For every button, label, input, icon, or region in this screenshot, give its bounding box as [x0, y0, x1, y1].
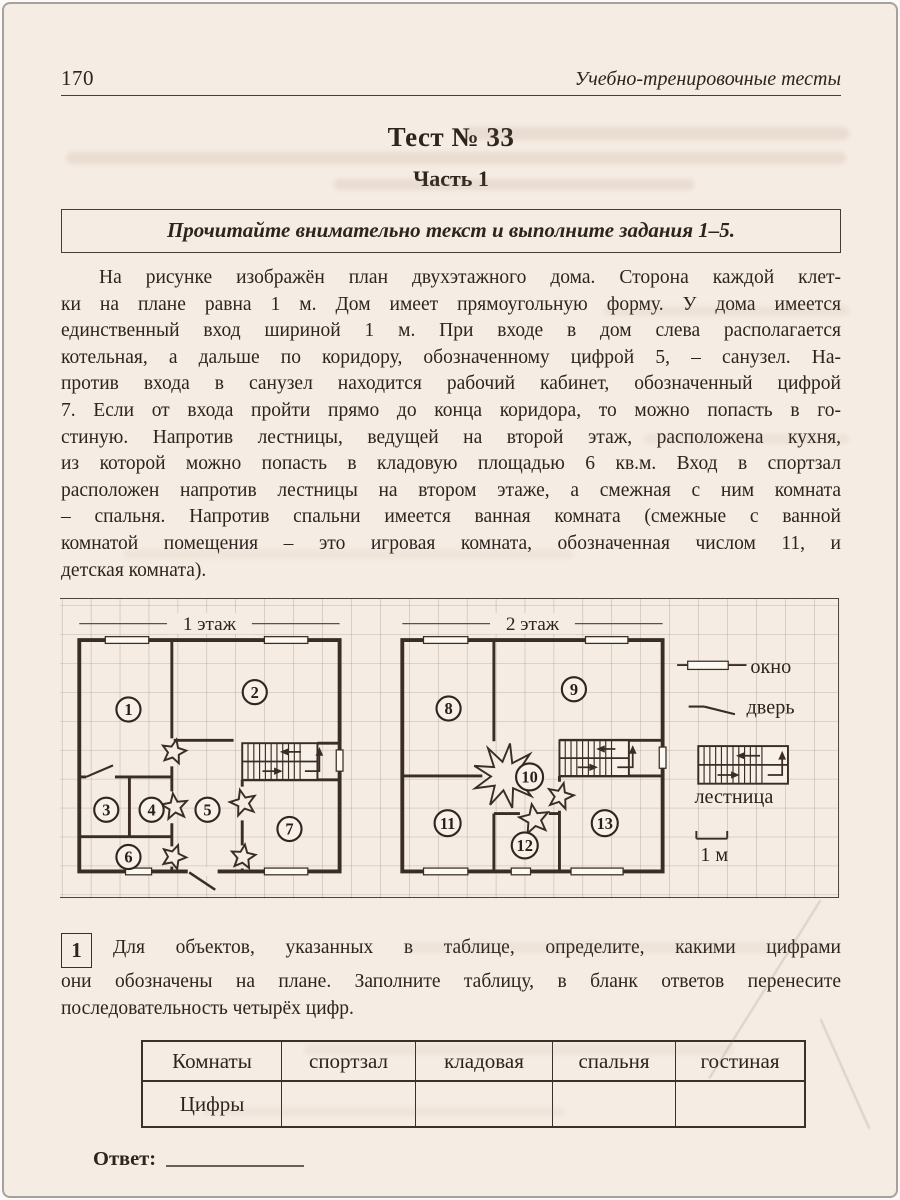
legend-stairs-label: лестница [694, 786, 774, 809]
ghost-smudge [304, 1044, 734, 1055]
room-4 [140, 798, 164, 822]
svg-text:13: 13 [596, 814, 613, 834]
svg-text:3: 3 [102, 800, 111, 820]
intro-line: комнатой помещения – это игровая комната, обозначенная числом 11, и [61, 532, 841, 554]
stairs-icon-floor2 [559, 740, 636, 776]
room-1 [116, 698, 140, 722]
svg-text:5: 5 [203, 800, 212, 820]
book-page [2, 2, 898, 1198]
page-number: 170 [61, 66, 94, 90]
part-title: Часть 1 [413, 166, 489, 191]
ghost-smudge [644, 434, 849, 444]
svg-text:7: 7 [285, 819, 294, 839]
table-header-cell: кладовая [416, 1041, 553, 1081]
svg-text:11: 11 [439, 814, 456, 834]
ghost-smudge [334, 179, 694, 190]
intro-line: – спальня. Напротив спальни имеется ванная комната (смежные с ванной [61, 506, 841, 528]
stairs-icon-floor1 [242, 743, 323, 780]
ghost-smudge [124, 549, 574, 559]
intro-line: расположен напротив лестницы на втором этаже, а смежная с ним комната [61, 479, 841, 501]
legend-door-label: дверь [746, 696, 795, 719]
table-data-row [142, 1081, 805, 1127]
running-header: Учебно-тренировочные тесты [574, 68, 841, 90]
room-5 [195, 798, 219, 822]
floor-plan-svg [60, 591, 841, 906]
task-number-box: 1 [61, 933, 92, 968]
room-9 [562, 677, 586, 701]
svg-text:2 этаж: 2 этаж [505, 614, 560, 636]
floor-plan-figure [60, 591, 841, 911]
answer-row [93, 1148, 841, 1171]
ghost-smudge [204, 1107, 564, 1116]
room-6 [116, 845, 140, 869]
room-8 [437, 697, 461, 721]
intro-line: против входа в санузел находится рабочий кабинет, обозначенный цифрой [61, 373, 841, 395]
task-line: Для объектов, указанных в таблице, определите, какими цифрами [113, 937, 841, 959]
svg-text:1 этаж: 1 этаж [182, 614, 237, 636]
intro-line: из которой можно попасть в кладовую площадью 6 кв.м. Вход в спортзал [61, 453, 841, 475]
intro-line: ки на плане равна 1 м. Дом имеет прямоугольную форму. У дома имеется [61, 293, 841, 315]
svg-text:10: 10 [521, 767, 538, 787]
answer-cell[interactable] [416, 1081, 553, 1127]
room-12 [512, 833, 538, 859]
table-header-cell: Комнаты [142, 1041, 282, 1081]
intro-line: стиную. Напротив лестницы, ведущей на второй этаж, расположена кухня, [61, 426, 841, 448]
intro-line: детская комната). [61, 559, 207, 581]
test-title: Тест № 33 [387, 122, 515, 152]
svg-text:6: 6 [124, 847, 133, 867]
header-rule [61, 95, 841, 96]
intro-line: единственный вход шириной 1 м. При входе в дом слева располагается [61, 320, 841, 342]
table-header-cell: гостиная [676, 1041, 806, 1081]
ghost-smudge [404, 942, 824, 953]
room-11 [435, 810, 461, 836]
instruction-text: Прочитайте внимательно текст и выполните задания 1–5. [166, 218, 736, 242]
task-line: последовательность четырёх цифр. [61, 998, 354, 1020]
legend-window-label: окно [750, 655, 792, 678]
intro-line: котельная, а дальше по коридору, обозначенному цифрой 5, – санузел. На- [61, 346, 841, 368]
legend-scale-label: 1 м [700, 843, 729, 866]
intro-line: На рисунке изображён план двухэтажного дома. Сторона каждой клет- [99, 267, 841, 288]
ghost-smudge [604, 306, 849, 316]
answer-cell[interactable] [282, 1081, 416, 1127]
room-2 [243, 680, 267, 704]
svg-text:9: 9 [569, 680, 579, 700]
answer-cell[interactable] [676, 1081, 806, 1127]
page-header [61, 4, 841, 91]
svg-text:1: 1 [124, 700, 133, 720]
table-header-cell: спальня [553, 1041, 676, 1081]
answer-blank[interactable] [166, 1165, 304, 1167]
answer-label: Ответ: [93, 1148, 157, 1171]
room-3 [94, 798, 118, 822]
svg-text:12: 12 [516, 836, 533, 856]
ghost-smudge [464, 127, 849, 140]
table-header-cell: спортзал [282, 1041, 416, 1081]
instruction-box [61, 209, 841, 253]
legend-stairs-icon [698, 746, 788, 784]
ghost-smudge [66, 152, 846, 164]
answer-cell[interactable] [553, 1081, 676, 1127]
svg-text:2: 2 [250, 682, 259, 702]
room-10 [516, 764, 543, 791]
intro-line: 7. Если от входа пройти прямо до конца коридора, то можно попасть в го- [61, 399, 841, 421]
task-line: они обозначены на плане. Заполните таблицу, в бланк ответов перенесите [61, 971, 841, 993]
row-label-cell: Цифры [142, 1081, 282, 1127]
svg-text:4: 4 [147, 800, 156, 820]
room-13 [592, 810, 618, 836]
room-7 [277, 817, 301, 841]
svg-text:8: 8 [444, 699, 453, 719]
